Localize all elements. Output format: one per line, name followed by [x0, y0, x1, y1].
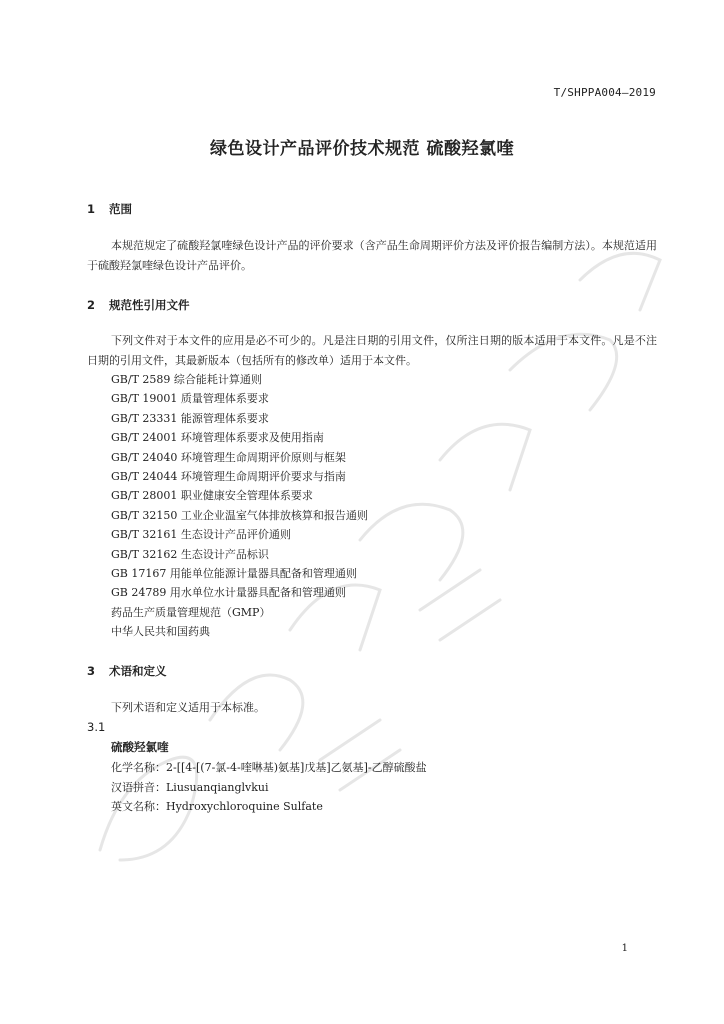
- section-2-paragraph: 下列文件对于本文件的应用是必不可少的。凡是注日期的引用文件，仅所注日期的版本适用于本文件。凡是不注日期的引用文件，其最新版本（包括所有的修改单）适用于本文件。: [87, 334, 657, 367]
- term-name: 硫酸羟氯喹: [111, 740, 169, 754]
- reference-item: GB/T 2589 综合能耗计算通则: [111, 373, 262, 386]
- term-pinyin: 汉语拼音：Liusuanqianglvkui: [111, 780, 269, 794]
- reference-item: 药品生产质量管理规范（GMP）: [111, 605, 271, 619]
- reference-item: GB/T 32150 工业企业温室气体排放核算和报告通则: [111, 508, 368, 522]
- reference-item: GB/T 23331 能源管理体系要求: [111, 411, 269, 425]
- section-1-heading: [87, 201, 132, 217]
- section-2-heading: [87, 297, 190, 313]
- reference-item: GB/T 32162 生态设计产品标识: [111, 547, 269, 561]
- term-chemical-name: 化学名称：2-[[4-[(7-氯-4-喹啉基)氨基]戊基]乙氨基]-乙醇硫酸盐: [111, 761, 427, 774]
- reference-item: GB/T 32161 生态设计产品评价通则: [111, 528, 291, 542]
- page-number: 1: [621, 943, 628, 954]
- reference-item: 中华人民共和国药典: [111, 625, 210, 639]
- reference-item: GB 24789 用水单位水计量器具配备和管理通则: [111, 586, 346, 600]
- subclause-number: 3.1: [87, 720, 106, 734]
- reference-item: GB/T 24040 环境管理生命周期评价原则与框架: [111, 450, 346, 464]
- section-1-paragraph: 本规范规定了硫酸羟氯喹绿色设计产品的评价要求（含产品生命周期评价方法及评价报告编制方法）。本规范适用于硫酸羟氯喹绿色设计产品评价。: [87, 239, 657, 272]
- section-title: 范围: [109, 202, 132, 216]
- document-title: 绿色设计产品评价技术规范 硫酸羟氯喹: [210, 139, 514, 159]
- section-title: 规范性引用文件: [109, 298, 190, 312]
- section-title: 术语和定义: [109, 664, 167, 678]
- reference-item: GB/T 19001 质量管理体系要求: [111, 392, 269, 406]
- term-english-name: 英文名称：Hydroxychloroquine Sulfate: [111, 800, 323, 813]
- reference-item: GB/T 24001 环境管理体系要求及使用指南: [111, 431, 324, 445]
- term-definition: [111, 758, 427, 817]
- section-number: 2: [87, 298, 96, 312]
- standard-code: T/SHPPA004—2019: [553, 86, 656, 99]
- reference-item: GB/T 24044 环境管理生命周期评价要求与指南: [111, 469, 346, 483]
- section-3-paragraph: 下列术语和定义适用于本标准。: [111, 701, 265, 714]
- section-number: 3: [87, 664, 96, 678]
- reference-item: GB/T 28001 职业健康安全管理体系要求: [111, 489, 313, 503]
- reference-item: GB 17167 用能单位能源计量器具配备和管理通则: [111, 566, 357, 580]
- reference-list: [111, 370, 368, 641]
- section-number: 1: [87, 202, 96, 216]
- section-3-heading: [87, 663, 167, 679]
